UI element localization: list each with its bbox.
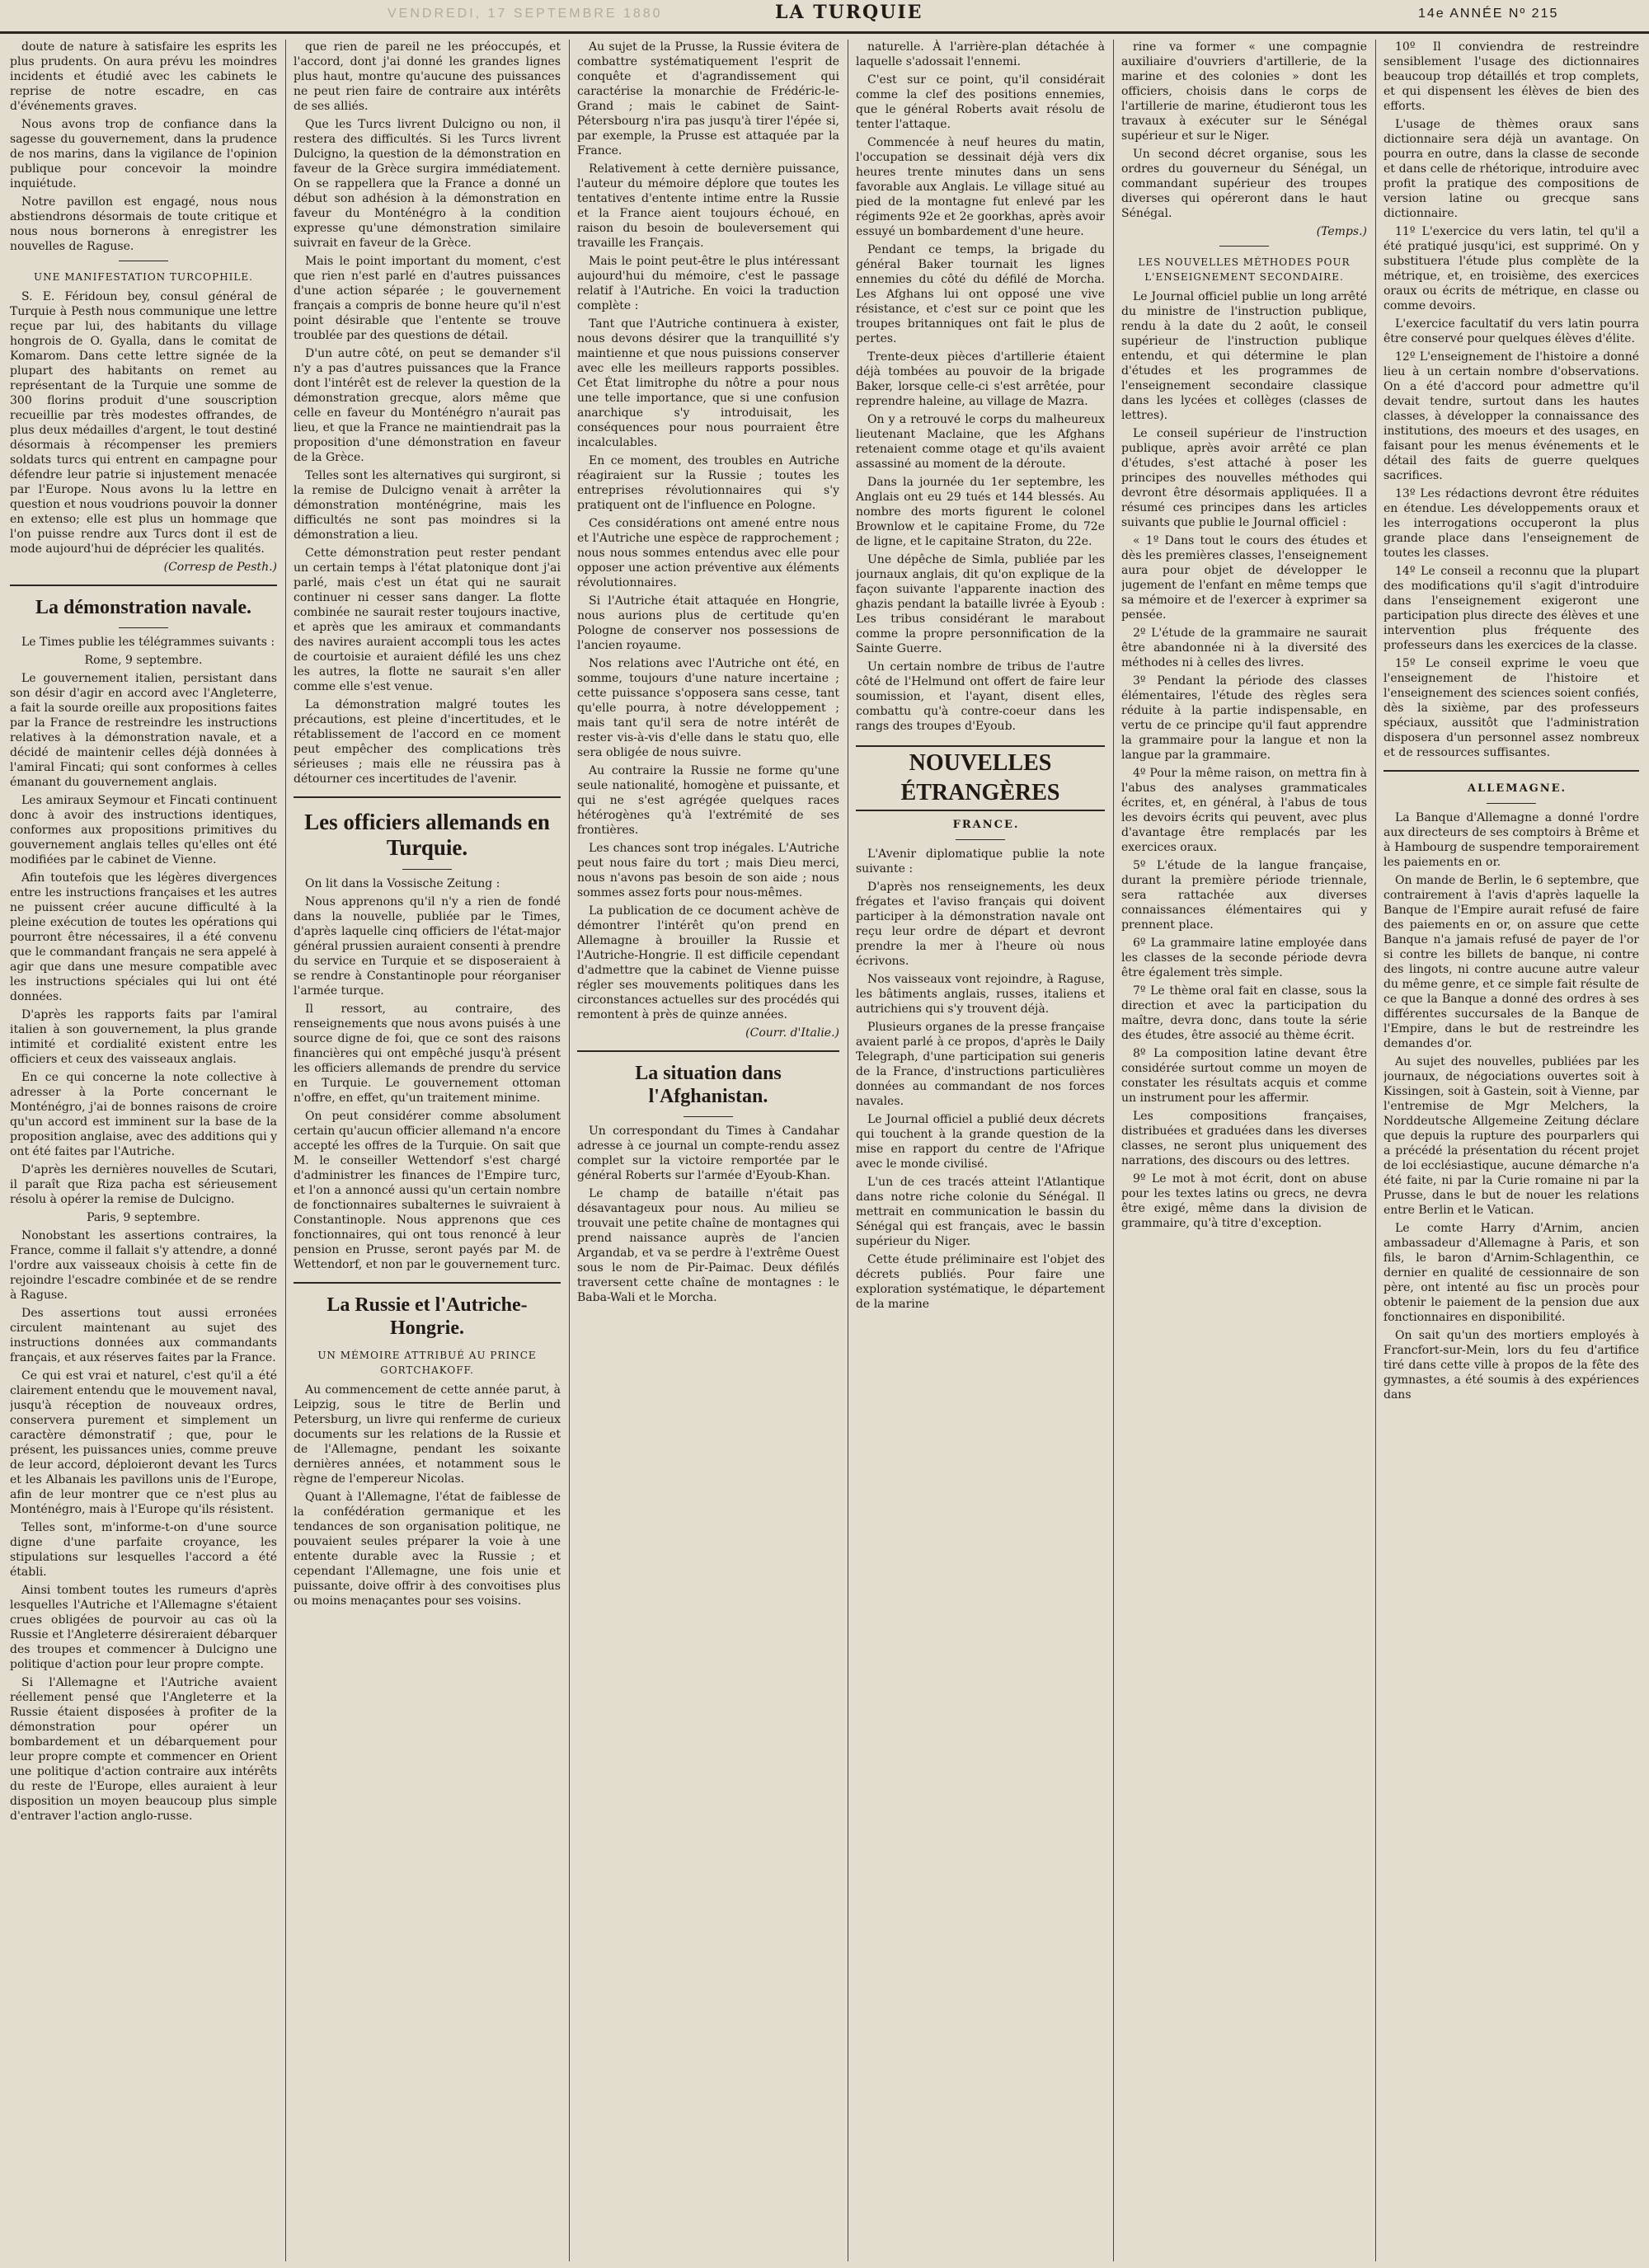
- divider: [294, 1282, 561, 1284]
- paragraph: que rien de pareil ne les préoccupés, et l'accord, dont j'ai donné les grandes lignes plus haut, montre qu'aucune des puissances ne peut rien faire de contraire aux intérêts de ses alliés.: [294, 40, 561, 113]
- paragraph: doute de nature à satisfaire les esprits les plus prudents. On aura prévu les moindres incidents et étudié avec les cabinets le reprise de notre escadre, en cas d'événements graves.: [10, 40, 277, 113]
- paragraph: Nonobstant les assertions contraires, la France, comme il fallait s'y attendre, a donné l'ordre aux vaisseaux choisis à cette fin de rejoindre l'escadre combinée et de se rendre à Raguse.: [10, 1229, 277, 1302]
- paragraph: 7º Le thème oral fait en classe, sous la direction et avec la participation du maître, devra donc, dans toute la série des études, être associé au thème écrit.: [1121, 984, 1367, 1042]
- paragraph: En ce qui concerne la note collective à adresser à la Porte concernant le Monténégro, j'ai de bonnes raisons de croire qu'un accord est imminent sur la base de la proposition anglaise, avec des additions qui y ont été faites par l'Autriche.: [10, 1071, 277, 1158]
- paragraph: Cette étude préliminaire est l'objet des décrets publiés. Pour faire une exploration systématique, le département de la marine: [856, 1253, 1105, 1311]
- paragraph: 5º L'étude de la langue française, durant la première période triennale, sera rattachée aux diverses connaissances élémentaires qui y prennent place.: [1121, 859, 1367, 932]
- paragraph: Un second décret organise, sous les ordres du gouverneur du Sénégal, un commandant supérieur des troupes diverses qui opéreront dans le haut Sénégal.: [1121, 148, 1367, 220]
- source-credit: (Temps.): [1316, 225, 1367, 238]
- paragraph: Pendant ce temps, la brigade du général Baker tournait les lignes ennemies du côté du défilé de Morcha. Les Afghans lui ont opposé une vive résistance, et c'est sur ce point que les troupes britanniques ont fait le plus de pertes.: [856, 243, 1105, 345]
- paragraph: 3º Pendant la période des classes élémentaires, l'étude des règles sera réduite à la partie indispensable, en vertu de ce principe qu'il faut apprendre la grammaire pour la langue et non la langue par la grammaire.: [1121, 674, 1367, 762]
- paragraph: D'un autre côté, on peut se demander s'il n'y a pas d'autres puissances que la France dont l'intérêt est de relever la question de la démonstration grecque, alors même que celle en faveur du Monténégro n'aurait pas lieu, et que la France ne maintiendrait pas la proposition d'une démonstration en faveur de la Grèce.: [294, 347, 561, 464]
- foreign-news-heading: NOUVELLES ÉTRANGÈRES: [856, 745, 1105, 811]
- divider: [1384, 770, 1639, 772]
- column-rule: [285, 40, 286, 2261]
- paragraph: Plusieurs organes de la presse française avaient parlé à ce propos, d'après le Daily Telegraph, d'une participation sui generis de la France, d'instructions particulières données au commandant de nos forces navales.: [856, 1021, 1105, 1108]
- paragraph: L'usage de thèmes oraux sans dictionnaire sera déjà un avantage. On pourra en outre, dans la classe de seconde et dans celle de rhétorique, introduire avec profit la pratique des compositions de version latine ou grecque sans dictionnaire.: [1384, 118, 1639, 220]
- paragraph: Nous apprenons qu'il n'y a rien de fondé dans la nouvelle, publiée par le Times, d'après laquelle cinq officiers de l'état-major général prussien auraient consenti à prendre du service en Turquie et se disposeraient à se rendre à Constantinople pour réorganiser l'armée turque.: [294, 895, 561, 998]
- paragraph: Relativement à cette dernière puissance, l'auteur du mémoire déplore que toutes les tentatives d'entente intime entre la Russie et la France aient toujours échoué, en raison du besoin de bouleversement qui travaille les Français.: [577, 162, 839, 250]
- paragraph: Le Journal officiel a publié deux décrets qui touchent à la grande question de la mise en rapport du centre de l'Afrique avec le monde civilisé.: [856, 1113, 1105, 1171]
- paragraph: 13º Les rédactions devront être réduites en étendue. Les développements oraux et les interrogations occuperont la plus grande place dans l'enseignement de toutes les classes.: [1384, 487, 1639, 560]
- paragraph: Commencée à neuf heures du matin, l'occupation se dessinait déjà vers dix heures trente minutes dans un sens favorable aux Anglais. Le village situé au pied de la montagne fut enlevé par les régiments 92e et 2e goorkhas, après avoir essuyé un bombardement d'une heure.: [856, 136, 1105, 238]
- paragraph: Ces considérations ont amené entre nous et l'Autriche une espèce de rapprochement ; nous nous sommes entendus avec elle pour opposer une action préventive aux éléments révolutionnaires.: [577, 517, 839, 589]
- divider: [1219, 246, 1269, 247]
- paragraph: Si l'Autriche était attaquée en Hongrie, nous aurions plus de certitude qu'en Pologne de conserver nos possessions de l'ancien royaume.: [577, 594, 839, 652]
- source-credit: (Courr. d'Italie.): [745, 1026, 839, 1040]
- paragraph: 4º Pour la même raison, on mettra fin à l'abus des analyses grammaticales écrites, et, en général, à l'abus de tous les devoirs écrits qui peuvent, avec plus d'avantage être remplacés par les exercices oraux.: [1121, 767, 1367, 854]
- paragraph: 15º Le conseil exprime le voeu que l'enseignement de l'histoire et l'enseignement des sciences soient confiés, dès la sixième, par des professeurs spéciaux, aussitôt que l'administration disposera d'un personnel assez nombreux et de ressources suffisantes.: [1384, 657, 1639, 759]
- divider: [684, 1116, 733, 1117]
- paragraph: D'après les dernières nouvelles de Scutari, il paraît que Riza pacha est sérieusement résolu à opérer la remise de Dulcigno.: [10, 1163, 277, 1206]
- paragraph: 8º La composition latine devant être considérée surtout comme un moyen de constater les résultats acquis et comme un instrument pour les affermir.: [1121, 1047, 1367, 1105]
- paragraph: Telles sont, m'informe-t-on d'une source digne d'une parfaite croyance, les stipulations sur lesquelles l'accord a été établi.: [10, 1521, 277, 1579]
- methods-heading: LES NOUVELLES MÉTHODES POUR L'ENSEIGNEMENT SECONDAIRE.: [1138, 256, 1351, 283]
- divider: [10, 585, 277, 586]
- paragraph: Quant à l'Allemagne, l'état de faiblesse de la confédération germanique et les tendances de son organisation politique, ne pouvaient seules préparer la voie à une entente durable avec la Russie ; et cependant l'Allemagne, une fois unie et puissante, doive offrir à des convoitises plus ou moins menaçantes pour ses voisins.: [294, 1491, 561, 1608]
- paragraph: Nos relations avec l'Autriche ont été, en somme, toujours d'une nature incertaine ; cette puissance s'opposera sans cesse, tant qu'elle pourra, à notre développement ; mais tant qu'il sera de notre intérêt de rester vis-à-vis d'elle dans le statu quo, elle sera obligée de nous suivre.: [577, 657, 839, 759]
- column-6: [1384, 40, 1639, 2261]
- paragraph: 12º L'enseignement de l'histoire a donné lieu à un certain nombre d'observations. On a été d'accord pour admettre qu'il devait tendre, surtout dans les hautes classes, à développer la connaissance des institutions, des moeurs et des usages, en faisant pour les menus événements et le détail des faits de guerre quelques sacrifices.: [1384, 350, 1639, 482]
- paragraph: Mais le point peut-être le plus intéressant aujourd'hui du mémoire, c'est le passage relatif à l'Autriche. En voici la traduction complète :: [577, 255, 839, 312]
- paragraph: Nous avons trop de confiance dans la sagesse du gouvernement, dans la prudence de nos marins, dans la vigilance de l'opinion publique pour concevoir la moindre inquiétude.: [10, 118, 277, 190]
- paragraph: En ce moment, des troubles en Autriche réagiraient sur la Russie ; toutes les entreprises révolutionnaires qui s'y pratiquent ont de l'influence en Pologne.: [577, 454, 839, 512]
- paragraph: Afin toutefois que les légères divergences entre les instructions françaises et les autres ne puissent créer aucune difficulté à la pleine exécution de toutes les opérations qui pourront être nécessaires, il a été convenu que le commandant français ne sera appelé à agir que dans une mesure compatible avec les instructions spéciales qui lui ont été données.: [10, 871, 277, 1003]
- paragraph: Les compositions françaises, distribuées et graduées dans les diverses classes, ne seront plus uniquement des narrations, des discours ou des lettres.: [1121, 1110, 1367, 1167]
- paragraph: 10º Il conviendra de restreindre sensiblement l'usage des dictionnaires beaucoup trop détaillés et trop complets, et qui dispensent les élèves de bien des efforts.: [1384, 40, 1639, 113]
- russia-subheading: UN MÉMOIRE ATTRIBUÉ AU PRINCE GORTCHAKOFF.: [317, 1350, 537, 1376]
- paragraph: rine va former « une compagnie auxiliaire d'ouvriers d'artillerie, de la marine et des colonies » dont les officiers, choisis dans le corps de l'artillerie de marine, étudieront tous les travaux à exécuter sur le Sénégal supérieur et sur le Niger.: [1121, 40, 1367, 143]
- divider: [119, 627, 168, 628]
- paragraph: La Banque d'Allemagne a donné l'ordre aux directeurs de ses comptoirs à Brême et à Hambourg de suspendre temporairement les paiements en or.: [1384, 811, 1639, 869]
- paragraph: L'Avenir diplomatique publie la note suivante :: [856, 848, 1105, 876]
- france-heading: FRANCE.: [952, 819, 1020, 831]
- naval-demo-heading: La démonstration navale.: [35, 597, 251, 618]
- paragraph: Au sujet de la Prusse, la Russie évitera de combattre systématiquement l'esprit de conquête et d'agrandissement qui caractérise la monarchie de Frédéric-le-Grand ; mais le cabinet de Saint-Pétersbourg n'ira pas jusqu'à tirer l'épée si, par exemple, la Prusse est attaquée par la France.: [577, 40, 839, 157]
- col1-intro: [10, 40, 277, 254]
- paragraph: Une dépêche de Simla, publiée par les journaux anglais, dit qu'on explique de la façon suivante l'apparente inaction des ghazis pendant la bataille livrée à Eyoub : Les tribus considérant le marabout comme la propre personnification de la Sainte Guerre.: [856, 553, 1105, 655]
- paragraph: La démonstration malgré toutes les précautions, est pleine d'incertitudes, et le rétablissement de l'accord en ce moment peut empêcher des complications très sérieuses ; mais elle ne réussira pas à détourner ces incertitudes de l'avenir.: [294, 698, 561, 786]
- divider: [956, 839, 1005, 840]
- paragraph: Le gouvernement italien, persistant dans son désir d'agir en accord avec l'Angleterre, a fait la sourde oreille aux propositions faites par la France de restreindre les instructions relatives à la démonstration navale, et a décidé de maintenir celles déjà données à l'amiral Fincati; qui sont conformes à celles émanant du gouvernement anglais.: [10, 672, 277, 789]
- column-1: [10, 40, 277, 2261]
- paragraph: Trente-deux pièces d'artillerie étaient déjà tombées au pouvoir de la brigade Baker, lorsque celle-ci s'est arrêtée, pour reprendre haleine, au village de Mazra.: [856, 350, 1105, 408]
- paragraph: Des assertions tout aussi erronées circulent maintenant au sujet des instructions données aux commandants français, et aux réserves faites par la France.: [10, 1307, 277, 1364]
- paragraph: Que les Turcs livrent Dulcigno ou non, il restera des difficultés. Si les Turcs livrent Dulcigno, la question de la démonstration en faveur de la Grèce surgira immédiatement. On se rappellera que la France a donné un début son adhésion à la démonstration en faveur du Monténégro à la condition expresse qu'une démonstration similaire suivrait en faveur de la Grèce.: [294, 118, 561, 250]
- paragraph: On y a retrouvé le corps du malheureux lieutenant Maclaine, que les Afghans retenaient comme otage et qu'ils avaient assassiné au moment de la déroute.: [856, 413, 1105, 471]
- column-5: [1121, 40, 1367, 2261]
- masthead-rule: [0, 31, 1649, 34]
- paragraph: Ce qui est vrai et naturel, c'est qu'il a été clairement entendu que le mouvement naval, jusqu'à réception de nouveaux ordres, conservera purement et simplement un caractère démonstratif ; que, pour le présent, les puissances unies, comme preuve de leur accord, déploieront devant les Turcs et les Albanais les pavillons unis de l'Europe, afin de leur montrer que ce n'est plus au Monténégro, mais à l'Europe qu'ils résistent.: [10, 1369, 277, 1516]
- paragraph: D'après nos renseignements, les deux frégates et l'aviso français qui doivent participer à la démonstration navale ont reçu leur ordre de départ et devront prendre la mer à l'heure où nous écrivons.: [856, 880, 1105, 968]
- paragraph: On lit dans la Vossische Zeitung :: [305, 877, 500, 890]
- paragraph: naturelle. À l'arrière-plan détachée à laquelle s'adossait l'ennemi.: [856, 40, 1105, 68]
- paragraph: Les chances sont trop inégales. L'Autriche peut nous faire du tort ; mais Dieu merci, nous n'avons pas besoin de son aide ; nous sommes assez forts pour nous-mêmes.: [577, 842, 839, 899]
- divider: [577, 1050, 839, 1052]
- paragraph: Tant que l'Autriche continuera à exister, nous devons désirer que la tranquillité s'y maintienne et que nous puissions conserver avec elle les meilleurs rapports possibles. Cet État limitrophe du nôtre a pour nous une telle importance, que si une confusion anarchique s'y introduisait, les conséquences pour nous pourraient être incalculables.: [577, 317, 839, 449]
- paragraph: 14º Le conseil a reconnu que la plupart des modifications qu'il s'agit d'introduire dans l'enseignement exigeront une participation plus directe des élèves et une intervention plus fréquente des professeurs dans les exercices de la classe.: [1384, 565, 1639, 652]
- paragraph: L'exercice facultatif du vers latin pourra être conservé pour quelques élèves d'élite.: [1384, 317, 1639, 345]
- issue-number: 14e ANNÉE Nº 215: [1418, 7, 1559, 21]
- divider: [402, 869, 452, 870]
- paragraph: Cette démonstration peut rester pendant un certain temps à l'état platonique dont j'ai parlé, mais c'est un état qui ne saurait continuer ni cesser sans danger. La flotte combinée ne saurait rester toujours inactive, et après que les amiraux et commandants des navires auraient accompli tous les actes de courtoisie et auraient défilé les uns chez les autres, la flotte ne saurait s'en aller comme elle s'est venue.: [294, 547, 561, 693]
- germany-heading: ALLEMAGNE.: [1467, 782, 1567, 795]
- paragraph: On peut considérer comme absolument certain qu'aucun officier allemand n'a encore accepté les offres de la Turquie. On sait que M. le conseiller Wettendorf s'est chargé d'administrer les finances de l'Empire turc, et l'on a annoncé aussi qu'un certain nombre de fonctionnaires subalternes le suivraient à Constantinople. Nous apprenons que ces fonctionnaires, qui ont tous renoncé à leur pension en Prusse, seront payés par M. de Wettendorf, et non par le gouvernement turc.: [294, 1110, 561, 1271]
- divider: [294, 796, 561, 798]
- paragraph: Mais le point important du moment, c'est que rien n'est parlé en d'autres puissances d'une action séparée ; le gouvernement français a compris de bonne heure qu'il n'est point désirable que l'entente se trouve troublée par des questions de détail.: [294, 255, 561, 342]
- dateline: Rome, 9 septembre.: [84, 654, 203, 667]
- paragraph: On mande de Berlin, le 6 septembre, que contrairement à l'avis d'après laquelle la Banque de l'Empire aurait refusé de faire des paiements en or, on assure que cette Banque n'a jamais refusé de payer de l'or si contre les billets de banque, ni contre des lingots, ni contre aucune autre valeur du même genre, et ce simple fait résulte de ce que la Banque a donné des ordres à ses différentes succursales de la Banque de l'Empire, dans le but de restreindre les demandes d'or.: [1384, 874, 1639, 1050]
- masthead: [0, 0, 1649, 33]
- paragraph: La publication de ce document achève de démontrer l'intérêt qu'on prend en Allemagne à brouiller la Russie et l'Autriche-Hongrie. Il est difficile cependant d'admettre que la cabinet de Vienne puisse régler ses mouvements politiques dans les circonstances actuelles sur des procédés qui remontent à près de quinze années.: [577, 904, 839, 1021]
- column-3: [577, 40, 839, 2261]
- column-rule: [1375, 40, 1376, 2261]
- column-4: [856, 40, 1105, 2261]
- paragraph: « 1º Dans tout le cours des études et dès les premières classes, l'enseignement aura pour objet de développer le jugement de l'enfant en même temps que sa mémoire et de l'exercer à exprimer sa pensée.: [1121, 534, 1367, 622]
- paragraph: 11º L'exercice du vers latin, tel qu'il a été pratiqué jusqu'ici, est supprimé. On y substituera l'étude plus complète de la métrique, et, en troisième, des exercices oraux ou écrits de métrique, en classe ou comme devoirs.: [1384, 225, 1639, 312]
- paragraph: Au commencement de cette année parut, à Leipzig, sous le titre de Berlin und Petersburg, un livre qui renferme de curieux documents sur les relations de la Russie et de l'Allemagne, pendant les soixante dernières années, et notamment sous le règne de l'empereur Nicolas.: [294, 1383, 561, 1486]
- paragraph: Le Journal officiel publie un long arrêté du ministre de l'instruction publique, rendu à la date du 2 août, le conseil supérieur de l'instruction publique entendu, et qui détermine le plan d'études et les programmes de l'enseignement secondaire classique dans les lycées et collèges (classes de lettres).: [1121, 290, 1367, 422]
- turcophile-heading: UNE MANIFESTATION TURCOPHILE.: [34, 271, 253, 283]
- paragraph: Il ressort, au contraire, des renseignements que nous avons puisés à une source digne de foi, que ce sont des raisons financières qui ont empêché jusqu'à présent les officiers allemands de prendre du service en Turquie. Le gouvernement ottoman n'offre, en effet, qu'un traitement minime.: [294, 1003, 561, 1105]
- divider: [1487, 803, 1536, 804]
- paragraph: Le comte Harry d'Arnim, ancien ambassadeur d'Allemagne à Paris, et son fils, le baron d'Arnim-Schlagenthin, ce dernier en qualité de cessionnaire de son père, ont intenté au fisc un procès pour obtenir le paiement de la pension due aux fonctionnaires en disponibilité.: [1384, 1222, 1639, 1324]
- dateline: Paris, 9 septembre.: [87, 1211, 200, 1224]
- newspaper-title: LA TURQUIE: [775, 2, 923, 23]
- paragraph: Au sujet des nouvelles, publiées par les journaux, de négociations ouvertes soit à Kissingen, soit à Gastein, soit à Vienne, par l'entremise de Mgr Melchers, la Norddeutsche Allgemeine Zeitung déclare que depuis la rupture des pourparlers qui a précédé la présentation du récent projet de loi ecclésiastique, aucune démarche n'a été faite, ni par la Curie romaine ni par la Prusse, dans le but de nouer les relations entre Berlin et le Vatican.: [1384, 1055, 1639, 1217]
- paragraph: C'est sur ce point, qu'il considérait comme la clef des positions ennemies, que le général Roberts avait résolu de tenter l'attaque.: [856, 73, 1105, 131]
- paragraph: Un certain nombre de tribus de l'autre côté de l'Helmund ont offert de faire leur soumission, et l'ayant, disent elles, combattu qu'à contre-coeur dans les rangs des troupes d'Eyoub.: [856, 660, 1105, 733]
- officers-heading: Les officiers allemands en Turquie.: [304, 810, 550, 860]
- column-2: [294, 40, 561, 2261]
- paragraph: 9º Le mot à mot écrit, dont on abuse pour les textes latins ou grecs, ne devra être exigé, même dans la division de grammaire, qu'à titre d'exception.: [1121, 1172, 1367, 1230]
- paragraph: Le champ de bataille n'était pas désavantageux pour nous. Au milieu se trouvait une petite chaîne de montagnes qui prend naissance auprès de l'ancien Argandab, et va se perdre à l'extrême Ouest sous le nom de Pir-Paimac. Deux défilés traversent cette chaîne de montagnes : le Baba-Wali et le Morcha.: [577, 1187, 839, 1304]
- issue-date: VENDREDI, 17 SEPTEMBRE 1880: [388, 7, 663, 21]
- paragraph: S. E. Féridoun bey, consul général de Turquie à Pesth nous communique une lettre reçue par lui, des habitants du village hongrois de O. Gyalla, dans le comitat de Komarom. Dans cette lettre signée de la plupart des habitants on remet au représentant de la Turquie une somme de 300 florins produit d'une souscription recueillie par très modestes offrandes, de plus deux médailles d'argent, le tout destiné désormais à récompenser les premiers soldats turcs qui entrent en campagne pour défendre leur patrie si injustement menacée par l'Europe. Nous avons lu la lettre en question et nous voudrions pouvoir la donner en extenso; elle est plus un hommage que l'on puisse rendre aux Turcs dont il est de mode aujourd'hui de déprécier les qualités.: [10, 290, 277, 556]
- paragraph: Le conseil supérieur de l'instruction publique, après avoir arrêté ce plan d'études, s'est attaché à poser les principes des nouvelles méthodes qui devront être désormais appliquées. Il a résumé ces principes dans les articles suivants que publie le Journal officiel :: [1121, 427, 1367, 529]
- paragraph: Au contraire la Russie ne forme qu'une seule nationalité, homogène et puissante, et qui ne s'est agrégée quelques races hétérogènes qu'à l'extrémité de ses frontières.: [577, 764, 839, 837]
- paragraph: Dans la journée du 1er septembre, les Anglais ont eu 29 tués et 144 blessés. Au nombre des morts figurent le colonel Brownlow et le capitaine Frome, du 72e de ligne, et le capitaine Straton, du 22e.: [856, 476, 1105, 548]
- paragraph: Le Times publie les télégrammes suivants :: [21, 636, 275, 649]
- paragraph: Si l'Allemagne et l'Autriche avaient réellement pensé que l'Angleterre et la Russie étaient disposées à profiter de la démonstration pour opérer un bombardement et un débarquement pour leur propre compte et commencer en Orient une politique d'action contraire aux intérêts du reste de l'Europe, elles auraient à leur disposition un moyen beaucoup plus simple d'entraver l'action anglo-russe.: [10, 1676, 277, 1823]
- paragraph: Notre pavillon est engagé, nous nous abstiendrons désormais de toute critique et nous nous bornerons à enregistrer les nouvelles de Raguse.: [10, 195, 277, 253]
- paragraph: D'après les rapports faits par l'amiral italien à son gouvernement, la plus grande intimité et cordialité existent entre les officiers et ceux des vaisseaux anglais.: [10, 1008, 277, 1066]
- russia-austria-heading: La Russie et l'Autriche-Hongrie.: [327, 1294, 528, 1339]
- paragraph: Telles sont les alternatives qui surgiront, si la remise de Dulcigno venait à arrêter la démonstration monténégrine, mais les difficultés ne sont pas moindres si la démonstration a lieu.: [294, 469, 561, 542]
- paragraph: Ainsi tombent toutes les rumeurs d'après lesquelles l'Autriche et l'Allemagne s'étaient crues obligées de pourvoir au cas où la Russie et l'Angleterre désireraient débarquer des troupes et commencer à Dulcigno une politique d'action pour leur propre compte.: [10, 1584, 277, 1671]
- paragraph: 6º La grammaire latine employée dans les classes de la seconde période devra être également très simple.: [1121, 937, 1367, 979]
- column-rule: [569, 40, 570, 2261]
- paragraph: On sait qu'un des mortiers employés à Francfort-sur-Mein, lors du feu d'artifice tiré dans cette ville à propos de la fête des gymnastes, a été soumis à des expériences dans: [1384, 1329, 1639, 1402]
- afghanistan-heading: La situation dans l'Afghanistan.: [635, 1063, 782, 1107]
- paragraph: L'un de ces tracés atteint l'Atlantique dans notre riche colonie du Sénégal. Il mettrait en communication le bassin du Sénégal qui est français, avec le bassin supérieur du Niger.: [856, 1176, 1105, 1248]
- source-credit: (Corresp de Pesth.): [163, 561, 277, 574]
- paragraph: Un correspondant du Times à Candahar adresse à ce journal un compte-rendu assez complet sur la victoire remportée par le général Roberts sur l'armée d'Eyoub-Khan.: [577, 1125, 839, 1182]
- paragraph: Nos vaisseaux vont rejoindre, à Raguse, les bâtiments anglais, russes, italiens et autrichiens qui s'y trouvent déjà.: [856, 973, 1105, 1016]
- column-rule: [1113, 40, 1114, 2261]
- paragraph: 2º L'étude de la grammaire ne saurait être abandonnée ni à la diversité des méthodes ni à celles des livres.: [1121, 627, 1367, 669]
- paragraph: Les amiraux Seymour et Fincati continuent donc à avoir des instructions identiques, conformes aux propositions primitives du gouvernement anglais telles qu'elles ont été modifiées par le cabinet de Vienne.: [10, 794, 277, 866]
